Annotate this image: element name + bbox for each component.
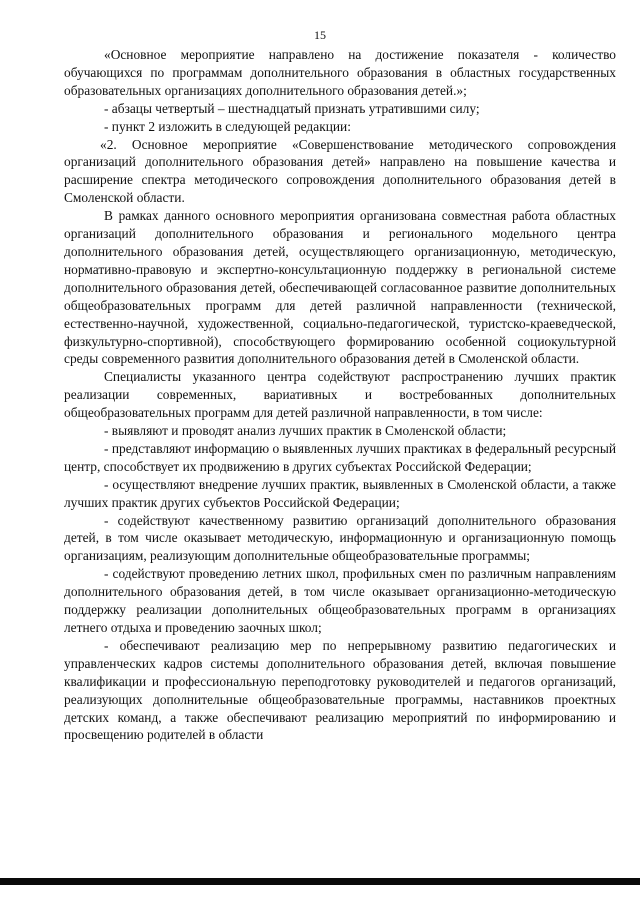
paragraph: - абзацы четвертый – шестнадцатый признать утратившими силу; [104, 100, 480, 116]
paragraph: В рамках данного основного мероприятия организована совместная работа областных организаций дополнительного образования и регионального модельного центра дополнительного образования детей, осуществляющего организационную, методическую, нормативно-правовую и экспертно-консультационную поддержку в региональной системе дополнительного образования детей, обеспечивающей согласованное развитие дополнительных общеобразовательных программ для детей различной направленности (технической, естественно-научной, художественной, социально-педагогической, туристско-краеведческой, физкультурно-спортивной), способствующего формированию особенной социокультурной среды современного развития дополнительного образования детей в Смоленской области. [64, 208, 616, 367]
paragraph: - выявляют и проводят анализ лучших практик в Смоленской области; [104, 423, 507, 439]
paragraph: «2. Основное мероприятие «Совершенствование методического сопровождения организаций дополнительного образования детей» направлено на повышение качества и расширение спектра методического сопровождения дополнительного образования детей в Смоленской области. [64, 136, 616, 206]
page-number: 15 [314, 28, 326, 42]
paragraph: Специалисты указанного центра содействуют распространению лучших практик реализации современных, вариативных и востребованных дополнительных общеобразовательных программ для детей различной направленности, в том числе: [64, 369, 616, 421]
scan-edge-bar [0, 878, 640, 885]
paragraph: - содействуют проведению летних школ, профильных смен по различным направлениям дополнительного образования детей, в том числе оказывает организационно-методическую поддержку реализации дополнительных общеобразовательных программ в организациях летнего отдыха и проведению заочных школ; [64, 566, 616, 635]
paragraph: - пункт 2 изложить в следующей редакции: [104, 118, 351, 134]
paragraph: - представляют информацию о выявленных лучших практиках в федеральный ресурсный центр, способствует их продвижению в других субъектах Российской Федерации; [64, 440, 616, 474]
paragraph: - обеспечивают реализацию мер по непрерывному развитию педагогических и управленческих кадров системы дополнительного образования детей, включая повышение квалификации и профессиональную переподготовку руководителей и педагогов организаций, реализующих дополнительные общеобразовательные программы, наставников проектных детских команд, а также обеспечивают реализацию мероприятий по информированию и просвещению родителей в области [64, 637, 616, 743]
document-body [64, 46, 616, 744]
paragraph: «Основное мероприятие направлено на достижение показателя - количество обучающихся по программам дополнительного образования в областных государственных образовательных организациях дополнительного образования детей.»; [64, 47, 616, 98]
paragraph: - содействуют качественному развитию организаций дополнительного образования детей, в том числе оказывает методическую, информационную и организационную помощь организациям, реализующим дополнительные общеобразовательные программы; [64, 512, 616, 564]
paragraph: - осуществляют внедрение лучших практик, выявленных в Смоленской области, а также лучших практик других субъектов Российской Федерации; [64, 476, 616, 510]
